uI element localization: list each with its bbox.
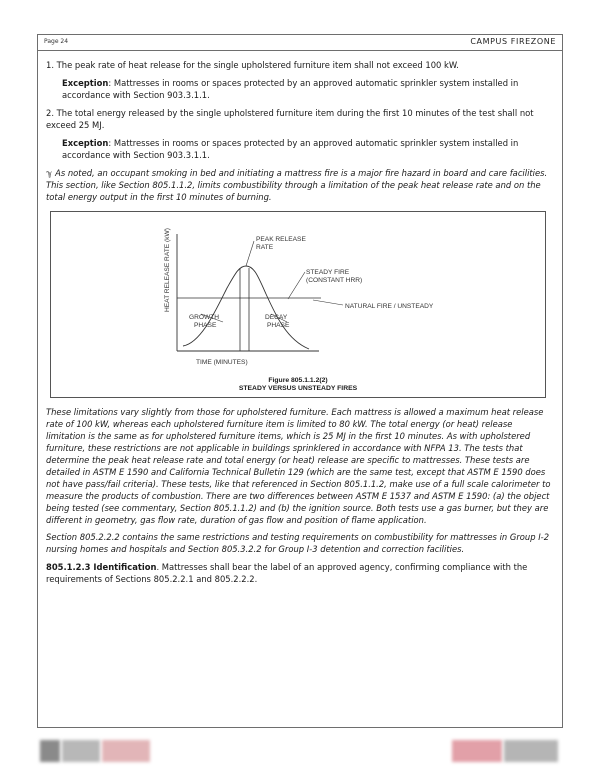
- peak-leader-line: [246, 241, 254, 266]
- steady-leader-line: [288, 272, 305, 299]
- natural-fire-curve: [183, 266, 309, 349]
- figure: [50, 211, 546, 398]
- growth-phase-label-line1: GROWTH: [189, 314, 220, 321]
- requirement-2: 2. The total energy released by the single upholstered furniture item during the first 10 minutes of the test shall not exceed 25 MJ.: [46, 108, 534, 130]
- section-heading: 805.1.2.3 Identification: [46, 562, 157, 572]
- figure-title: STEADY VERSUS UNSTEADY FIRES: [238, 385, 358, 392]
- page-body: [46, 59, 554, 585]
- steady-fire-label-line2: (CONSTANT HRR): [306, 277, 363, 284]
- exception-text: : Mattresses in rooms or spaces protected by an approved automatic sprinkler system installed in accordance with Section 903.3.1.1.: [62, 138, 519, 160]
- running-head: CAMPUS FIREZONE: [470, 37, 556, 46]
- commentary-text: As noted, an occupant smoking in bed and initiating a mattress fire is a major fire hazard in board and care facilities. This section, like Section 805.1.1.2, limits combustibility through a limitation of the peak heat release rate and on the total energy output in the first 10 minutes of burning.: [46, 168, 548, 202]
- exception-label: Exception: [62, 78, 109, 88]
- x-axis-label: TIME (MINUTES): [196, 359, 248, 366]
- natural-leader-line: [313, 300, 343, 305]
- page-footer: [0, 740, 600, 770]
- peak-release-label-line1: PEAK RELEASE: [256, 236, 306, 243]
- exception-1: [62, 77, 554, 101]
- commentary-paragraph-2: These limitations vary slightly from those for upholstered furniture. Each mattress is allowed a maximum heat release rate of 100 kW, whereas each upholstered furniture item is limited to 80 kW. The total energy (or heat) release limitation is the same as for upholstered furniture items, which is 25 MJ in the first 10 minutes. As with upholstered furniture, these restrictions are not applicable in buildings sprinklered in accordance with NFPA 13. The tests that determine the peak heat release rate and total energy (or heat) release are specific to mattresses. These tests are detailed in ASTM E 1590 and California Technical Bulletin 129 (which are the same test, except that ASTM E 1590 does not have pass/fail criteria). These tests, like that referenced in Section 805.1.1.2, make use of a full scale calorimeter to measure the products of combustion. There are two differences between ASTM E 1537 and ASTM E 1590: (a) the object being tested (see commentary, Section 805.1.1.2) and (b) the ignition source. Both tests use a gas burner, but they are different in geometry, gas flow rate, duration of gas flow and position of flame application.: [46, 407, 551, 525]
- exception-label: Exception: [62, 138, 109, 148]
- footer-mark-left-2: [102, 740, 150, 762]
- requirement-1: 1. The peak rate of heat release for the single upholstered furniture item shall not exceed 100 kW.: [46, 60, 459, 70]
- exception-2: [62, 137, 554, 161]
- y-axis-label: HEAT RELEASE RATE (kW): [164, 228, 171, 312]
- fire-curve-diagram: [51, 212, 547, 399]
- peak-release-label-line2: RATE: [256, 244, 274, 251]
- exception-text: : Mattresses in rooms or spaces protected by an approved automatic sprinkler system installed in accordance with Section 903.3.1.1.: [62, 78, 519, 100]
- growth-phase-label-line2: PHASE: [194, 322, 217, 329]
- figure-caption: [51, 377, 545, 393]
- page-frame: [37, 34, 563, 728]
- section-805-1-2-3: [46, 561, 554, 585]
- commentary-marker-icon: ℽ: [46, 168, 53, 178]
- footer-mark-right: [452, 740, 502, 762]
- footer-logo-right: [504, 740, 558, 762]
- footer-logo-left: [40, 740, 60, 762]
- decay-phase-label-line2: PHASE: [267, 322, 290, 329]
- natural-fire-label: NATURAL FIRE / UNSTEADY: [345, 303, 434, 310]
- page-header: [38, 35, 562, 51]
- commentary-paragraph-1: [46, 167, 554, 203]
- page-number: Page 24: [44, 38, 69, 45]
- figure-number: Figure 805.1.1.2(2): [268, 377, 328, 384]
- section-text: . Mattresses shall bear the label of an approved agency, confirming compliance with the requirements of Sections 805.2.2.1 and 805.2.2.2.: [46, 562, 528, 584]
- decay-phase-label-line1: DECAY: [265, 314, 288, 321]
- steady-fire-label-line1: STEADY FIRE: [306, 269, 350, 276]
- commentary-paragraph-3: Section 805.2.2.2 contains the same restrictions and testing requirements on combustibility for mattresses in Group I-2 nursing homes and hospitals and Section 805.3.2.2 for Group I-3 detention and correction facilities.: [46, 532, 550, 554]
- footer-mark-left: [62, 740, 100, 762]
